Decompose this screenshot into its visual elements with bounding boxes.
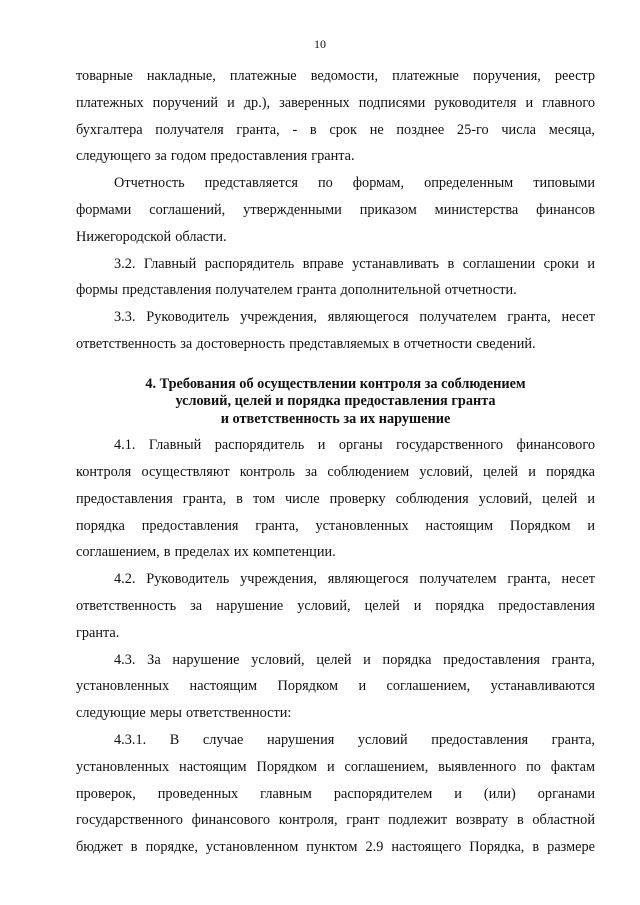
text-line: ответственность за нарушение условий, целей и порядка предоставления (76, 598, 595, 615)
text-line: товарные накладные, платежные ведомости, платежные поручения, реестр (76, 68, 595, 84)
paragraph (76, 566, 595, 646)
text-line: 4.1. Главный распорядитель и органы государственного финансового (114, 437, 595, 454)
text-line: следующие меры ответственности: (76, 705, 292, 722)
text-line: 3.2. Главный распорядитель вправе устанавливать в соглашении сроки и (114, 255, 595, 272)
text-line: формами соглашений, утвержденными приказом министерства финансов (76, 201, 595, 218)
text-line: 4.2. Руководитель учреждения, являющегося получателем гранта, несет (114, 571, 595, 588)
text-line: проверок, проведенных главным распорядителем и (или) органами (76, 785, 595, 802)
text-line: государственного финансового контроля, грант подлежит возврату в областной (76, 812, 595, 829)
paragraph (76, 170, 595, 250)
text-line: бухгалтера получателя гранта, - в срок не позднее 25-го числа месяца, (76, 121, 595, 138)
text-line: порядка предоставления гранта, установленных настоящим Порядком и (76, 517, 595, 534)
text-line: установленных настоящим Порядком и соглашением, выявленного по фактам (76, 758, 595, 775)
heading-line: условий, целей и порядка предоставления гранта (175, 393, 496, 410)
paragraph (76, 304, 595, 358)
heading-line: 4. Требования об осуществлении контроля за соблюдением (145, 375, 526, 392)
text-line: 4.3. За нарушение условий, целей и порядка предоставления гранта, (114, 651, 595, 668)
text-line: формы представления получателем гранта дополнительной отчетности. (76, 282, 517, 299)
text-line: Отчетность представляется по формам, определенным типовыми (114, 175, 595, 192)
text-line: Нижегородской области. (76, 228, 227, 245)
section-3-continuation (76, 63, 595, 358)
page-number: 10 (314, 37, 326, 51)
paragraph (76, 727, 595, 861)
text-line: 3.3. Руководитель учреждения, являющегося получателем гранта, несет (114, 309, 595, 326)
section-4-heading (76, 376, 595, 429)
paragraph (76, 251, 595, 305)
paragraph (76, 432, 595, 566)
section-4-body (76, 432, 595, 861)
text-line: следующего за годом предоставления гранта. (76, 148, 355, 165)
text-line: предоставления гранта, в том числе проверку соблюдения условий, целей и (76, 490, 595, 507)
paragraph (76, 63, 595, 170)
text-line: установленных настоящим Порядком и соглашением, устанавливаются (76, 678, 595, 695)
text-line: ответственность за достоверность представляемых в отчетности сведений. (76, 335, 536, 352)
text-line: 4.3.1. В случае нарушения условий предоставления гранта, (114, 732, 595, 749)
text-line: гранта. (76, 624, 120, 641)
heading-line: и ответственность за их нарушение (220, 410, 451, 427)
text-line: соглашением, в пределах их компетенции. (76, 544, 336, 561)
text-line: бюджет в порядке, установленном пунктом 2.9 настоящего Порядка, в размере (76, 839, 595, 856)
text-line: платежных поручений и др.), заверенных подписями руководителя и главного (76, 94, 595, 111)
paragraph (76, 647, 595, 727)
text-line: контроля осуществляют контроль за соблюдением условий, целей и порядка (76, 464, 595, 481)
document-body (76, 63, 595, 861)
